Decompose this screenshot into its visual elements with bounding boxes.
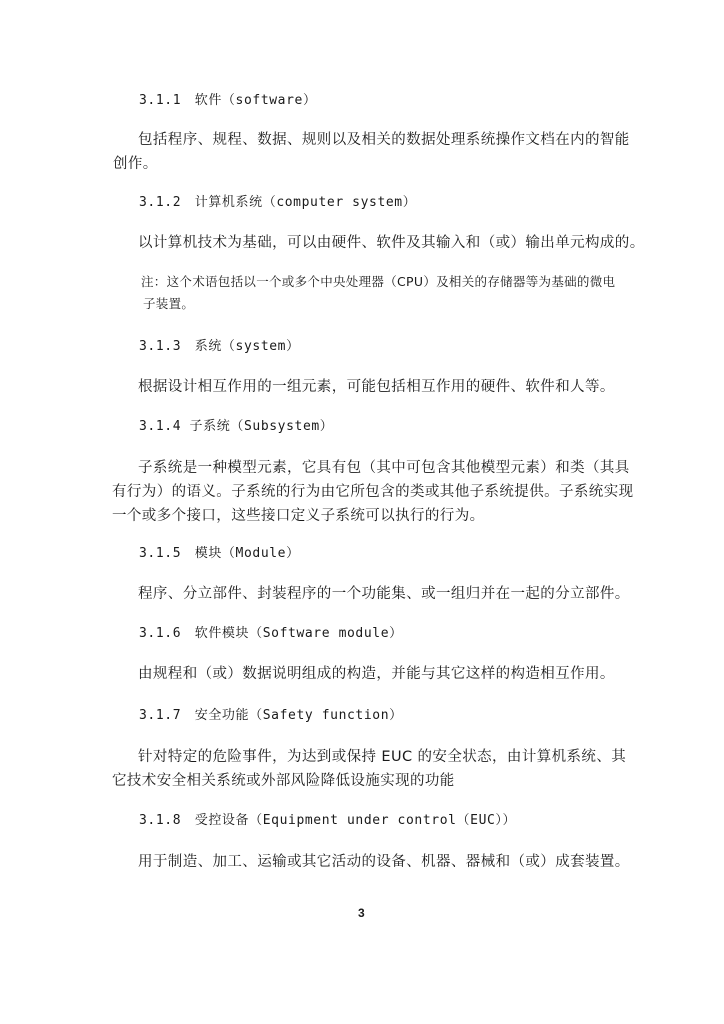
body-line: 它技术安全相关系统或外部风险降低设施实现的功能 [112, 773, 455, 789]
body-line: 由规程和（或）数据说明组成的构造，并能与其它这样的构造相互作用。 [138, 666, 615, 682]
page-number: 3 [358, 906, 365, 920]
body-line: 用于制造、加工、运输或其它活动的设备、机器、器械和（或）成套装置。 [138, 854, 630, 870]
section-body-3-1-3 [138, 375, 615, 399]
body-line: 有行为）的语义。子系统的行为由它所包含的类或其他子系统提供。子系统实现 [112, 484, 634, 500]
section-heading-3-1-3: 3.1.3 系统（system） [139, 339, 300, 354]
body-line: 根据设计相互作用的一组元素，可能包括相互作用的硬件、软件和人等。 [138, 379, 615, 395]
section-heading-3-1-6: 3.1.6 软件模块（Software module） [139, 626, 403, 641]
body-line: 包括程序、规程、数据、规则以及相关的数据处理系统操作文档在内的智能 [138, 132, 630, 148]
section-heading-3-1-5: 3.1.5 模块（Module） [139, 546, 300, 561]
body-line: 针对特定的危险事件，为达到或保持 EUC 的安全状态，由计算机系统、其 [138, 749, 627, 765]
section-body-3-1-1 [113, 128, 630, 176]
section-heading-3-1-8: 3.1.8 受控设备（Equipment under control（EUC）） [139, 813, 517, 828]
section-heading-3-1-7: 3.1.7 安全功能（Safety function） [139, 708, 403, 723]
section-body-3-1-7 [112, 745, 627, 793]
note-line: 注：这个术语包括以一个或多个中央处理器（CPU）及相关的存储器等为基础的微电 [141, 274, 616, 289]
section-heading-3-1-2: 3.1.2 计算机系统（computer system） [139, 195, 417, 210]
section-note-3-1-2 [141, 271, 615, 315]
note-line: 子装置。 [143, 296, 195, 311]
section-heading-3-1-1: 3.1.1 软件（software） [139, 93, 317, 108]
section-body-3-1-5 [138, 582, 630, 606]
section-body-3-1-2 [138, 231, 645, 255]
section-heading-3-1-4: 3.1.4 子系统（Subsystem） [139, 419, 334, 434]
body-line: 子系统是一种模型元素，它具有包（其中可包含其他模型元素）和类（其具 [138, 460, 630, 476]
section-body-3-1-8 [138, 850, 630, 874]
section-body-3-1-4 [112, 456, 634, 528]
body-line: 以计算机技术为基础，可以由硬件、软件及其输入和（或）输出单元构成的。 [138, 235, 645, 251]
body-line: 一个或多个接口，这些接口定义子系统可以执行的行为。 [112, 508, 485, 524]
section-body-3-1-6 [138, 662, 615, 686]
body-line: 创作。 [113, 156, 158, 172]
body-line: 程序、分立部件、封装程序的一个功能集、或一组归并在一起的分立部件。 [138, 586, 630, 602]
